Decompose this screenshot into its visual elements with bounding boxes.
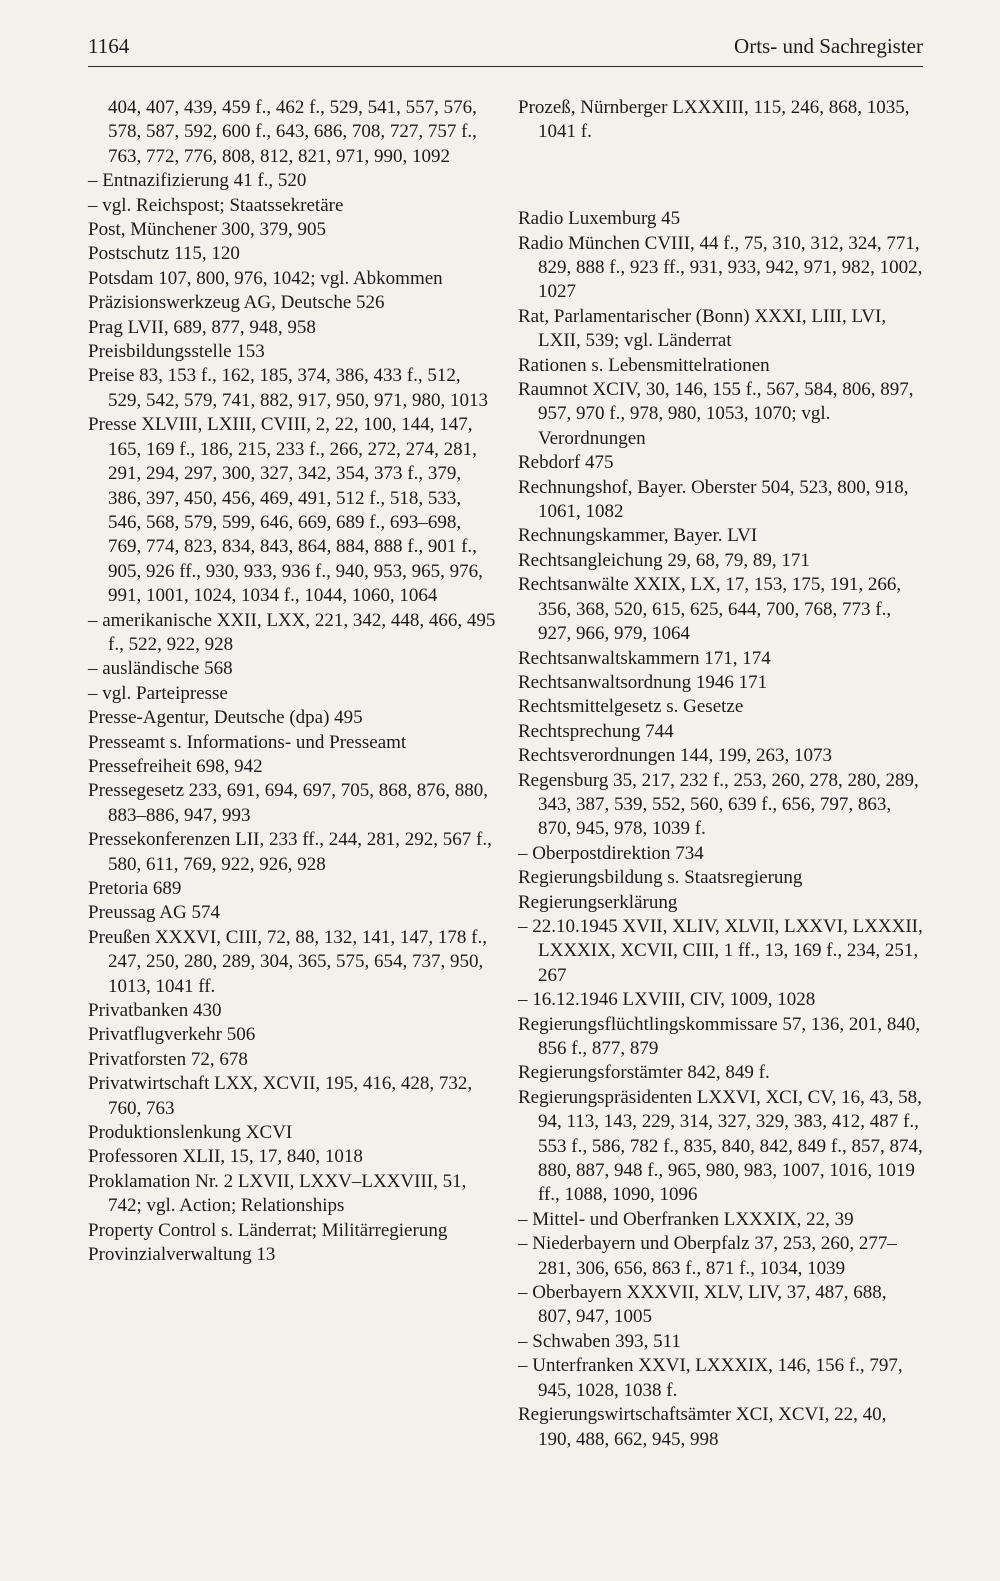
index-entry: Regierungsforstämter 842, 849 f. — [518, 1062, 770, 1084]
index-subentry: – Mittel- und Oberfranken LXXXIX, 22, 39 — [518, 1208, 854, 1230]
index-entry: Pressegesetz 233, 691, 694, 697, 705, 868, 876, 880, 883–886, 947, 993 — [88, 780, 489, 826]
index-subentry: – ausländische 568 — [88, 658, 233, 680]
index-entry: Regensburg 35, 217, 232 f., 253, 260, 278, 280, 289, 343, 387, 539, 552, 560, 639 f., 656, 797, 863, 870, 945, 978, 1039 f. — [518, 769, 919, 840]
index-entry: Post, Münchener 300, 379, 905 — [88, 219, 327, 241]
index-spacer — [518, 164, 923, 188]
index-subentry: – Oberpostdirektion 734 — [518, 842, 704, 864]
index-subentry: – Oberbayern XXXVII, XLV, LIV, 37, 487, 688, 807, 947, 1005 — [518, 1282, 887, 1328]
index-entry: Pressekonferenzen LII, 233 ff., 244, 281, 292, 567 f., 580, 611, 769, 922, 926, 928 — [88, 829, 492, 875]
index-entry: Presse XLVIII, LXIII, CVIII, 2, 22, 100, 144, 147, 165, 169 f., 186, 215, 233 f., 266, 272, 274, 281, 291, 294, 297, 300, 327, 342, 354, 373 f., 379, 386, 397, 450, 456, 469, 491, 512 f., 518, 533, 546, 568, 579, 599, 646, 669, 689 f., 693–698, 769, 774, 823, 834, 843, 864, 884, 888 f., 901 f., 905, 926 ff., 930, 933, 936 f., 940, 953, 965, 976, 991, 1001, 1024, 1034 f., 1044, 1060, 1064 — [88, 414, 483, 607]
index-column-right — [518, 96, 923, 1452]
index-entry: Regierungsflüchtlingskommissare 57, 136, 201, 840, 856 f., 877, 879 — [518, 1013, 921, 1060]
index-entry: Rechnungskammer, Bayer. LVI — [518, 525, 758, 547]
index-subentry: – Niederbayern und Oberpfalz 37, 253, 260, 277–281, 306, 656, 863 f., 871 f., 1034, 1039 — [518, 1233, 897, 1279]
index-entry: Prozeß, Nürnberger LXXXIII, 115, 246, 868, 1035, 1041 f. — [518, 97, 910, 143]
index-entry: Potsdam 107, 800, 976, 1042; vgl. Abkommen — [88, 267, 443, 289]
index-entry: Rechnungshof, Bayer. Oberster 504, 523, 800, 918, 1061, 1082 — [518, 476, 909, 523]
index-subentry: – 22.10.1945 XVII, XLIV, XLVII, LXXVI, LXXXII, LXXXIX, XCVII, CIII, 1 ff., 13, 169 f., 234, 251, 267 — [518, 915, 923, 986]
index-entry: Presse-Agentur, Deutsche (dpa) 495 — [88, 707, 363, 729]
index-entry: Regierungspräsidenten LXXVI, XCI, CV, 16, 43, 58, 94, 113, 143, 229, 314, 327, 329, 383, 412, 487 f., 553 f., 586, 782 f., 835, 840, 842, 849 f., 857, 874, 880, 887, 948 f., 965, 980, 983, 1007, 1016, 1019 ff., 1088, 1090, 1096 — [518, 1086, 923, 1206]
index-subentry: – Entnazifizierung 41 f., 520 — [88, 170, 307, 192]
index-entry: Privatflugverkehr 506 — [88, 1024, 256, 1046]
index-entry: Preise 83, 153 f., 162, 185, 374, 386, 433 f., 512, 529, 542, 579, 741, 882, 917, 950, 971, 980, 1013 — [88, 365, 488, 411]
index-subentry: – vgl. Parteipresse — [88, 682, 228, 704]
index-entry: Rechtsanwaltskammern 171, 174 — [518, 647, 771, 669]
index-entry: Preussag AG 574 — [88, 902, 220, 924]
index-entry: Rechtsanwaltsordnung 1946 171 — [518, 671, 768, 693]
index-entry: Provinzialverwaltung 13 — [88, 1244, 276, 1266]
index-entry: Pressefreiheit 698, 942 — [88, 755, 263, 777]
index-entry: Radio Luxemburg 45 — [518, 208, 681, 230]
index-entry: Raumnot XCIV, 30, 146, 155 f., 567, 584, 806, 897, 957, 970 f., 978, 980, 1053, 1070; vgl. Verordnungen — [518, 379, 914, 449]
index-entry: Rechtsverordnungen 144, 199, 263, 1073 — [518, 745, 832, 767]
index-entry: Postschutz 115, 120 — [88, 243, 240, 265]
index-entry: Regierungswirtschaftsämter XCI, XCVI, 22, 40, 190, 488, 662, 945, 998 — [518, 1404, 887, 1450]
index-entry: Proklamation Nr. 2 LXVII, LXXV–LXXVIII, 51, 742; vgl. Action; Relationships — [88, 1170, 467, 1217]
page-header — [88, 30, 923, 67]
index-entry: Rechtsprechung 744 — [518, 720, 674, 742]
index-entry: Rechtsmittelgesetz s. Gesetze — [518, 696, 744, 718]
index-subentry: – 16.12.1946 LXVIII, CIV, 1009, 1028 — [518, 989, 816, 1011]
index-entry: Property Control s. Länderrat; Militärregierung — [88, 1219, 448, 1241]
index-entry: Radio München CVIII, 44 f., 75, 310, 312, 324, 771, 829, 888 f., 923 ff., 931, 933, 942, 971, 982, 1002, 1027 — [518, 232, 923, 303]
index-subentry: – Schwaben 393, 511 — [518, 1330, 681, 1352]
index-entry: Presseamt s. Informations- und Presseamt — [88, 731, 407, 753]
index-entry: Privatforsten 72, 678 — [88, 1048, 248, 1070]
index-entry: Privatbanken 430 — [88, 1000, 222, 1022]
index-entry: Regierungserklärung — [518, 891, 678, 913]
index-subentry: – vgl. Reichspost; Staatssekretäre — [88, 194, 344, 216]
index-column-left — [88, 96, 498, 1268]
index-entry: Rechtsangleichung 29, 68, 79, 89, 171 — [518, 549, 810, 571]
index-entry: Professoren XLII, 15, 17, 840, 1018 — [88, 1146, 363, 1168]
index-entry: Preisbildungsstelle 153 — [88, 341, 265, 363]
index-entry: 404, 407, 439, 459 f., 462 f., 529, 541, 557, 576, 578, 587, 592, 600 f., 643, 686, 708, 727, 757 f., 763, 772, 776, 808, 812, 821, 971, 990, 1092 — [108, 97, 477, 167]
index-entry: Rationen s. Lebensmittelrationen — [518, 354, 770, 376]
index-entry: Produktionslenkung XCVI — [88, 1122, 293, 1144]
index-entry: Rebdorf 475 — [518, 452, 614, 474]
page-number: 1164 — [88, 34, 130, 58]
index-entry: Rechtsanwälte XXIX, LX, 17, 153, 175, 191, 266, 356, 368, 520, 615, 625, 644, 700, 768, 773 f., 927, 966, 979, 1064 — [518, 574, 902, 645]
index-entry: Pretoria 689 — [88, 878, 182, 899]
index-entry: Privatwirtschaft LXX, XCVII, 195, 416, 428, 732, 760, 763 — [88, 1073, 473, 1119]
index-entry: Prag LVII, 689, 877, 948, 958 — [88, 316, 316, 338]
index-entry: Präzisionswerkzeug AG, Deutsche 526 — [88, 292, 385, 314]
index-entry: Regierungsbildung s. Staatsregierung — [518, 867, 803, 889]
index-subentry: – Unterfranken XXVI, LXXXIX, 146, 156 f., 797, 945, 1028, 1038 f. — [518, 1355, 903, 1401]
running-head: Orts- und Sachregister — [734, 34, 923, 58]
index-subentry: – amerikanische XXII, LXX, 221, 342, 448, 466, 495 f., 522, 922, 928 — [88, 609, 496, 655]
index-entry: Preußen XXXVI, CIII, 72, 88, 132, 141, 147, 178 f., 247, 250, 280, 289, 304, 365, 575, 654, 737, 950, 1013, 1041 ff. — [88, 926, 487, 997]
index-entry: Rat, Parlamentarischer (Bonn) XXXI, LIII, LVI, LXII, 539; vgl. Länderrat — [518, 305, 887, 352]
